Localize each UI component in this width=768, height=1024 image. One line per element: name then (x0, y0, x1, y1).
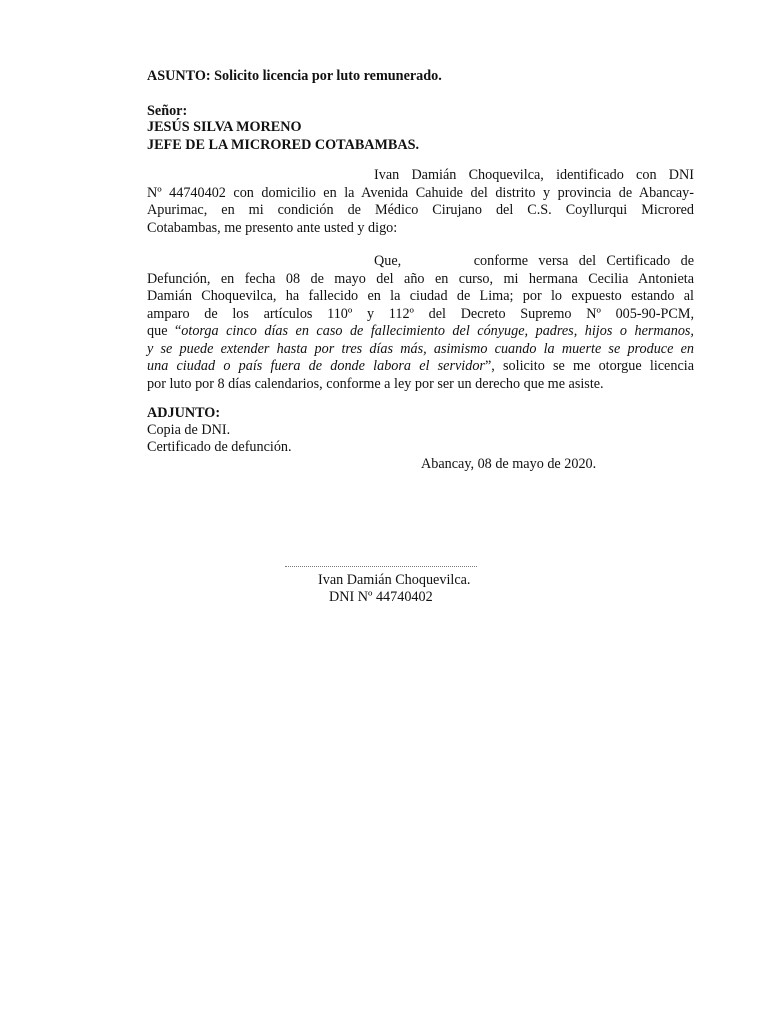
body-line: Defunción, en fecha 08 de mayo del año en curso, mi hermana Cecilia Antonieta (147, 270, 694, 287)
signature-id: DNI Nº 44740402 (329, 589, 433, 605)
body-line-quote-end (147, 358, 694, 376)
body-paragraph (147, 253, 694, 393)
quote-text-end: una ciudad o país fuera de donde labora el servidor (147, 358, 485, 374)
intro-line: Apurimac, en mi condición de Médico Cirujano del C.S. Coyllurqui Microred (147, 202, 694, 218)
quote-text: otorga cinco días en caso de fallecimiento del cónyuge, padres, hijos o hermanos, (181, 323, 694, 339)
body-line-quote-start (147, 323, 694, 341)
signature-name: Ivan Damián Choquevilca. (318, 572, 471, 588)
letter-subject: ASUNTO: Solicito licencia por luto remunerado. (147, 68, 442, 84)
intro-line: Nº 44740402 con domicilio en la Avenida Cahuide del distrito y provincia de Abancay- (147, 184, 694, 201)
recipient-title: JEFE DE LA MICRORED COTABAMBAS. (147, 137, 420, 153)
body-line-quote: y se puede extender hasta por tres días más, asimismo cuando la muerte se produce en (147, 340, 694, 357)
intro-line: Cotabambas, me presento ante usted y digo: (147, 219, 398, 236)
recipient-name: JESÚS SILVA MORENO (147, 119, 302, 135)
body-line: por luto por 8 días calendarios, conforme a ley por ser un derecho que me asiste. (147, 375, 604, 392)
quote-suffix: ”, solicito se me otorgue licencia (484, 358, 694, 374)
quote-prefix: que “ (147, 323, 182, 339)
attachments-title: ADJUNTO: (147, 405, 221, 421)
body-line: Damián Choquevilca, ha fallecido en la ciudad de Lima; por lo expuesto estando al (147, 288, 694, 304)
attachment-item: Copia de DNI. (147, 422, 231, 438)
intro-line: Ivan Damián Choquevilca, identificado con DNI (374, 167, 694, 183)
attachment-item: Certificado de defunción. (147, 439, 292, 455)
body-line: Que, conforme versa del Certificado de (374, 253, 694, 269)
letter-salutation: Señor: (147, 103, 188, 119)
body-line: amparo de los artículos 110º y 112º del Decreto Supremo Nº 005-90-PCM, (147, 305, 694, 322)
place-date: Abancay, 08 de mayo de 2020. (421, 456, 597, 472)
intro-paragraph (147, 167, 694, 237)
signature-line (285, 566, 477, 567)
